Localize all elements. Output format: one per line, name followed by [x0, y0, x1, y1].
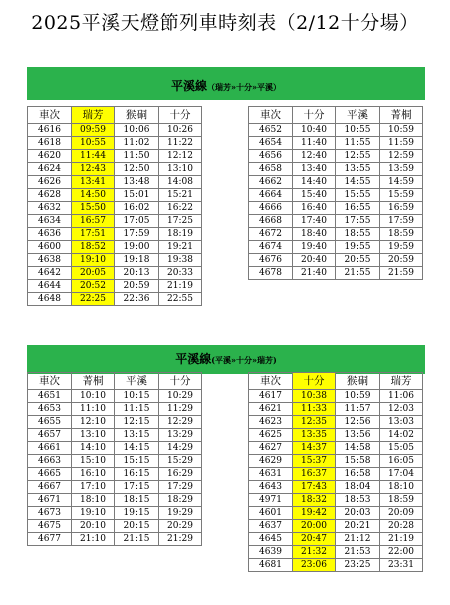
departure-time: 18:53: [336, 494, 380, 507]
departure-time: 23:31: [380, 559, 423, 572]
departure-time: 11:33: [293, 403, 336, 416]
departure-time: 23:25: [336, 559, 380, 572]
departure-time: 15:01: [115, 189, 159, 202]
departure-time: 15:40: [293, 189, 336, 202]
table-row: [28, 137, 202, 150]
departure-time: 16:37: [293, 468, 336, 481]
table-row: [249, 442, 423, 455]
column-header: 車次: [28, 373, 72, 390]
departure-time: 20:10: [72, 520, 115, 533]
train-number: 4653: [28, 403, 72, 416]
departure-time: 18:15: [115, 494, 159, 507]
departure-time: 11:29: [159, 403, 202, 416]
line-name: 平溪線: [170, 79, 207, 93]
departure-time: 20:29: [159, 520, 202, 533]
departure-time: 11:40: [293, 137, 336, 150]
train-number: 4620: [28, 150, 72, 163]
departure-time: 18:19: [159, 228, 202, 241]
departure-time: 18:29: [159, 494, 202, 507]
departure-time: 21:53: [336, 546, 380, 559]
departure-time: 13:10: [72, 429, 115, 442]
table-row: [249, 455, 423, 468]
section-outbound: [27, 67, 425, 304]
table-row: [249, 137, 423, 150]
departure-time: 12:15: [115, 416, 159, 429]
train-number: 4648: [28, 293, 72, 306]
train-number: 4636: [28, 228, 72, 241]
departure-time: 18:10: [72, 494, 115, 507]
departure-time: 14:15: [115, 442, 159, 455]
table-header-row: [249, 373, 423, 390]
table-row: [249, 507, 423, 520]
table-row: [249, 481, 423, 494]
train-number: 4625: [249, 429, 293, 442]
departure-time: 13:29: [159, 429, 202, 442]
column-header: 菁桐: [72, 373, 115, 390]
train-number: 4657: [28, 429, 72, 442]
train-number: 4678: [249, 267, 293, 280]
departure-time: 11:44: [72, 150, 115, 163]
train-number: 4644: [28, 280, 72, 293]
departure-time: 19:18: [115, 254, 159, 267]
departure-time: 12:56: [336, 416, 380, 429]
departure-time: 10:59: [336, 390, 380, 403]
train-number: 4667: [28, 481, 72, 494]
departure-time: 20:00: [293, 520, 336, 533]
train-number: 4675: [28, 520, 72, 533]
departure-time: 14:08: [159, 176, 202, 189]
departure-time: 21:32: [293, 546, 336, 559]
departure-time: 14:55: [336, 176, 380, 189]
departure-time: 19:15: [115, 507, 159, 520]
departure-time: 17:59: [380, 215, 423, 228]
departure-time: 16:55: [336, 202, 380, 215]
departure-time: 16:58: [336, 468, 380, 481]
departure-time: 12:40: [293, 150, 336, 163]
table-row: [249, 468, 423, 481]
section-banner: [27, 345, 425, 374]
train-number: 4658: [249, 163, 293, 176]
train-number: 4621: [249, 403, 293, 416]
departure-time: 17:15: [115, 481, 159, 494]
departure-time: 14:29: [159, 442, 202, 455]
train-number: 4651: [28, 390, 72, 403]
page-title: 2025平溪天燈節列車時刻表（2/12十分場）: [31, 12, 419, 34]
departure-time: 21:40: [293, 267, 336, 280]
departure-time: 17:40: [293, 215, 336, 228]
column-header: 猴硐: [115, 107, 159, 124]
train-number: 4971: [249, 494, 293, 507]
departure-time: 11:22: [159, 137, 202, 150]
departure-time: 09:59: [72, 124, 115, 137]
table-row: [28, 228, 202, 241]
departure-time: 17:55: [336, 215, 380, 228]
train-number: 4634: [28, 215, 72, 228]
table-row: [28, 254, 202, 267]
departure-time: 17:59: [115, 228, 159, 241]
departure-time: 12:55: [336, 150, 380, 163]
departure-time: 13:41: [72, 176, 115, 189]
departure-time: 15:58: [336, 455, 380, 468]
departure-time: 14:58: [336, 442, 380, 455]
train-number: 4681: [249, 559, 293, 572]
departure-time: 20:55: [336, 254, 380, 267]
departure-time: 16:22: [159, 202, 202, 215]
table-row: [249, 176, 423, 189]
departure-time: 15:55: [336, 189, 380, 202]
departure-time: 20:21: [336, 520, 380, 533]
column-header: 瑞芳: [72, 107, 115, 124]
departure-time: 11:55: [336, 137, 380, 150]
table-row: [249, 416, 423, 429]
departure-time: 14:10: [72, 442, 115, 455]
column-header: 車次: [28, 107, 72, 124]
table-row: [249, 494, 423, 507]
table-row: [249, 189, 423, 202]
table-row: [28, 429, 202, 442]
departure-time: 14:50: [72, 189, 115, 202]
table-row: [28, 481, 202, 494]
train-number: 4645: [249, 533, 293, 546]
table-row: [249, 163, 423, 176]
column-header: 十分: [293, 107, 336, 124]
train-number: 4677: [28, 533, 72, 546]
train-number: 4618: [28, 137, 72, 150]
table-row: [249, 254, 423, 267]
departure-time: 17:43: [293, 481, 336, 494]
train-number: 4626: [28, 176, 72, 189]
departure-time: 13:10: [159, 163, 202, 176]
train-number: 4617: [249, 390, 293, 403]
departure-time: 16:59: [380, 202, 423, 215]
table-row: [249, 241, 423, 254]
departure-time: 23:06: [293, 559, 336, 572]
section-banner: [27, 67, 425, 100]
train-number: 4631: [249, 468, 293, 481]
departure-time: 21:19: [159, 280, 202, 293]
departure-time: 12:29: [159, 416, 202, 429]
table-row: [249, 390, 423, 403]
train-number: 4666: [249, 202, 293, 215]
train-number: 4639: [249, 546, 293, 559]
departure-time: 18:40: [293, 228, 336, 241]
departure-time: 20:15: [115, 520, 159, 533]
table-row: [28, 416, 202, 429]
table-row: [28, 176, 202, 189]
column-header: 平溪: [115, 373, 159, 390]
train-number: 4665: [28, 468, 72, 481]
table-row: [249, 429, 423, 442]
table-row: [28, 215, 202, 228]
departure-time: 11:50: [115, 150, 159, 163]
departure-time: 10:59: [380, 124, 423, 137]
route-direction: （瑞芳»十分»平溪）: [207, 82, 281, 92]
table-row: [249, 267, 423, 280]
train-number: 4663: [28, 455, 72, 468]
train-number: 4638: [28, 254, 72, 267]
train-number: 4600: [28, 241, 72, 254]
departure-time: 19:10: [72, 254, 115, 267]
table-header-row: [28, 373, 202, 390]
table-header-row: [249, 107, 423, 124]
table-row: [28, 468, 202, 481]
departure-time: 13:35: [293, 429, 336, 442]
departure-time: 19:38: [159, 254, 202, 267]
table-header-row: [28, 107, 202, 124]
departure-time: 21:10: [72, 533, 115, 546]
train-number: 4616: [28, 124, 72, 137]
table-row: [249, 533, 423, 546]
table-row: [249, 228, 423, 241]
departure-time: 20:47: [293, 533, 336, 546]
departure-time: 20:52: [72, 280, 115, 293]
departure-time: 18:32: [293, 494, 336, 507]
departure-time: 22:00: [380, 546, 423, 559]
departure-time: 18:55: [336, 228, 380, 241]
departure-time: 16:10: [72, 468, 115, 481]
departure-time: 14:02: [380, 429, 423, 442]
table-row: [28, 455, 202, 468]
departure-time: 15:15: [115, 455, 159, 468]
departure-time: 11:59: [380, 137, 423, 150]
column-header: 車次: [249, 107, 293, 124]
departure-time: 19:40: [293, 241, 336, 254]
departure-time: 15:10: [72, 455, 115, 468]
table-row: [249, 215, 423, 228]
train-number: 4673: [28, 507, 72, 520]
column-header: 平溪: [336, 107, 380, 124]
departure-time: 20:13: [115, 267, 159, 280]
departure-time: 17:29: [159, 481, 202, 494]
table-row: [28, 267, 202, 280]
train-number: 4671: [28, 494, 72, 507]
table-row: [28, 403, 202, 416]
train-number: 4632: [28, 202, 72, 215]
departure-time: 18:59: [380, 494, 423, 507]
departure-time: 19:21: [159, 241, 202, 254]
departure-time: 10:26: [159, 124, 202, 137]
departure-time: 21:19: [380, 533, 423, 546]
departure-time: 17:51: [72, 228, 115, 241]
departure-time: 20:40: [293, 254, 336, 267]
column-header: 菁桐: [380, 107, 423, 124]
departure-time: 10:38: [293, 390, 336, 403]
departure-time: 12:12: [159, 150, 202, 163]
departure-time: 10:55: [72, 137, 115, 150]
table-row: [28, 507, 202, 520]
table-row: [28, 150, 202, 163]
train-number: 4664: [249, 189, 293, 202]
departure-time: 11:10: [72, 403, 115, 416]
departure-time: 16:57: [72, 215, 115, 228]
train-number: 4637: [249, 520, 293, 533]
departure-time: 17:10: [72, 481, 115, 494]
departure-time: 16:05: [380, 455, 423, 468]
train-number: 4643: [249, 481, 293, 494]
column-header: 車次: [249, 373, 293, 390]
departure-time: 11:06: [380, 390, 423, 403]
train-number: 4627: [249, 442, 293, 455]
departure-time: 10:29: [159, 390, 202, 403]
departure-time: 15:59: [380, 189, 423, 202]
departure-time: 16:15: [115, 468, 159, 481]
departure-time: 16:02: [115, 202, 159, 215]
table-row: [28, 202, 202, 215]
column-header: 十分: [159, 373, 202, 390]
table-row: [28, 533, 202, 546]
departure-time: 21:15: [115, 533, 159, 546]
table-row: [249, 520, 423, 533]
departure-time: 13:56: [336, 429, 380, 442]
departure-time: 13:15: [115, 429, 159, 442]
table-row: [28, 124, 202, 137]
departure-time: 22:36: [115, 293, 159, 306]
departure-time: 12:50: [115, 163, 159, 176]
departure-time: 20:05: [72, 267, 115, 280]
departure-time: 19:42: [293, 507, 336, 520]
table-row: [28, 494, 202, 507]
departure-time: 20:59: [380, 254, 423, 267]
departure-time: 12:03: [380, 403, 423, 416]
departure-time: 18:52: [72, 241, 115, 254]
departure-time: 13:40: [293, 163, 336, 176]
departure-time: 16:29: [159, 468, 202, 481]
departure-time: 13:03: [380, 416, 423, 429]
train-number: 4601: [249, 507, 293, 520]
departure-time: 19:10: [72, 507, 115, 520]
departure-time: 17:05: [115, 215, 159, 228]
departure-time: 20:59: [115, 280, 159, 293]
line-name: 平溪線: [175, 352, 212, 366]
departure-time: 12:59: [380, 150, 423, 163]
departure-time: 15:50: [72, 202, 115, 215]
train-number: 4661: [28, 442, 72, 455]
table-row: [249, 546, 423, 559]
departure-time: 21:12: [336, 533, 380, 546]
departure-time: 11:57: [336, 403, 380, 416]
route-direction: (平溪»十分»瑞芳): [211, 355, 277, 365]
departure-time: 12:10: [72, 416, 115, 429]
departure-time: 15:21: [159, 189, 202, 202]
departure-time: 19:59: [380, 241, 423, 254]
departure-time: 11:15: [115, 403, 159, 416]
departure-time: 13:55: [336, 163, 380, 176]
train-number: 4629: [249, 455, 293, 468]
departure-time: 20:28: [380, 520, 423, 533]
train-number: 4642: [28, 267, 72, 280]
departure-time: 18:04: [336, 481, 380, 494]
train-number: 4624: [28, 163, 72, 176]
departure-time: 13:59: [380, 163, 423, 176]
train-number: 4654: [249, 137, 293, 150]
table-row: [28, 163, 202, 176]
table-row: [249, 559, 423, 572]
table-row: [249, 403, 423, 416]
column-header: 十分: [293, 373, 336, 390]
table-row: [28, 520, 202, 533]
departure-time: 10:10: [72, 390, 115, 403]
departure-time: 10:55: [336, 124, 380, 137]
table-row: [249, 124, 423, 137]
table-row: [28, 442, 202, 455]
departure-time: 15:29: [159, 455, 202, 468]
departure-time: 13:48: [115, 176, 159, 189]
column-header: 十分: [159, 107, 202, 124]
departure-time: 12:43: [72, 163, 115, 176]
departure-time: 17:25: [159, 215, 202, 228]
train-number: 4662: [249, 176, 293, 189]
timetable-left: [27, 372, 202, 546]
departure-time: 18:10: [380, 481, 423, 494]
departure-time: 15:37: [293, 455, 336, 468]
section-return: [27, 345, 425, 570]
table-row: [249, 202, 423, 215]
train-number: 4652: [249, 124, 293, 137]
departure-time: 20:03: [336, 507, 380, 520]
train-number: 4676: [249, 254, 293, 267]
departure-time: 11:02: [115, 137, 159, 150]
train-number: 4656: [249, 150, 293, 163]
departure-time: 12:35: [293, 416, 336, 429]
table-row: [28, 280, 202, 293]
departure-time: 10:15: [115, 390, 159, 403]
table-row: [249, 150, 423, 163]
departure-time: 20:09: [380, 507, 423, 520]
departure-time: 21:59: [380, 267, 423, 280]
departure-time: 22:55: [159, 293, 202, 306]
departure-time: 20:33: [159, 267, 202, 280]
departure-time: 19:00: [115, 241, 159, 254]
departure-time: 21:29: [159, 533, 202, 546]
train-number: 4672: [249, 228, 293, 241]
departure-time: 17:04: [380, 468, 423, 481]
train-number: 4623: [249, 416, 293, 429]
table-row: [28, 390, 202, 403]
timetable-left: [27, 106, 202, 306]
departure-time: 18:59: [380, 228, 423, 241]
departure-time: 10:06: [115, 124, 159, 137]
table-row: [28, 189, 202, 202]
departure-time: 15:05: [380, 442, 423, 455]
departure-time: 19:55: [336, 241, 380, 254]
departure-time: 21:55: [336, 267, 380, 280]
timetable-right: [248, 372, 423, 572]
departure-time: 14:40: [293, 176, 336, 189]
column-header: 猴硐: [336, 373, 380, 390]
train-number: 4674: [249, 241, 293, 254]
departure-time: 22:25: [72, 293, 115, 306]
table-row: [28, 241, 202, 254]
departure-time: 10:40: [293, 124, 336, 137]
departure-time: 19:29: [159, 507, 202, 520]
train-number: 4668: [249, 215, 293, 228]
departure-time: 14:59: [380, 176, 423, 189]
column-header: 瑞芳: [380, 373, 423, 390]
train-number: 4628: [28, 189, 72, 202]
departure-time: 14:37: [293, 442, 336, 455]
timetable-right: [248, 106, 423, 280]
train-number: 4655: [28, 416, 72, 429]
departure-time: 16:40: [293, 202, 336, 215]
table-row: [28, 293, 202, 306]
